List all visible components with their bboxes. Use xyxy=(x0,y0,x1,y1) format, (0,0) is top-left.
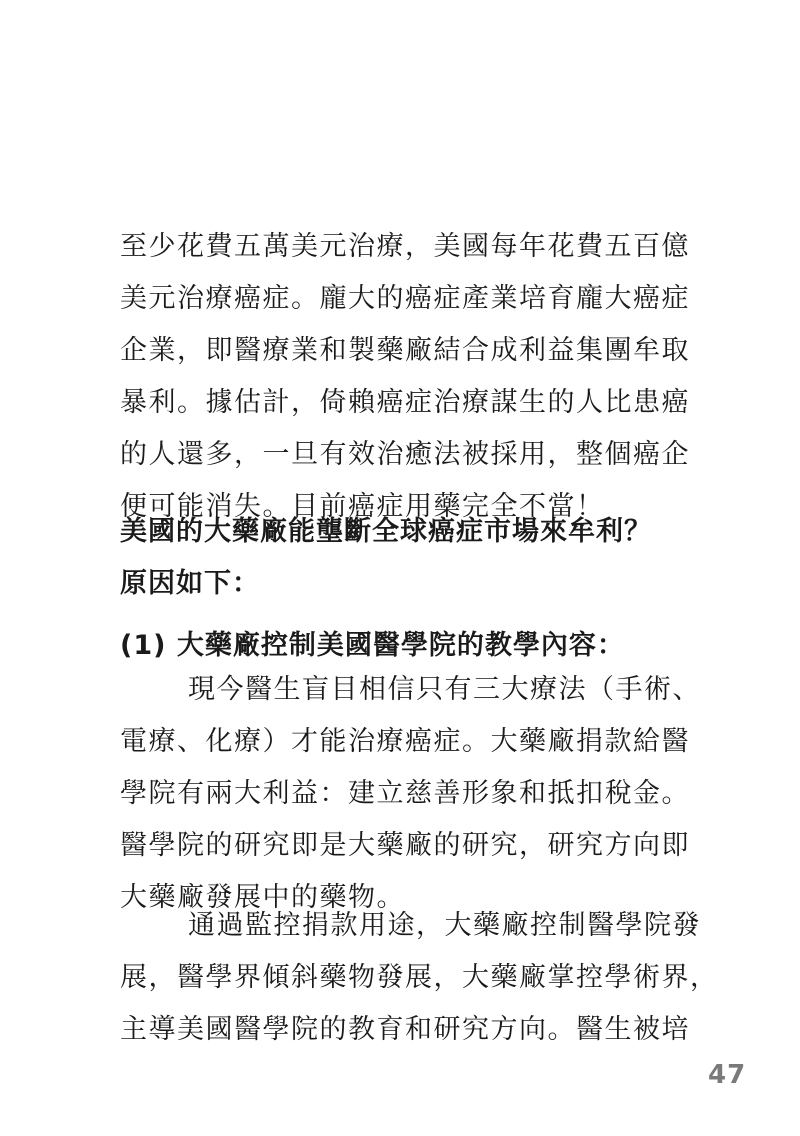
text-line: 便可能消失。目前癌症用藥完全不當！ xyxy=(120,491,605,522)
paragraph-donation-control xyxy=(120,900,719,1056)
section-heading-line: (1) 大藥廠控制美國醫學院的教學內容： xyxy=(120,630,625,661)
question-heading xyxy=(120,506,690,610)
text-line: 美元治療癌症。龐大的癌症產業培育龐大癌症 xyxy=(120,283,690,314)
page-number: 47 xyxy=(708,1060,747,1090)
text-line: 暴利。據估計，倚賴癌症治療謀生的人比患癌 xyxy=(120,387,690,418)
text-line: 現今醫生盲目相信只有三大療法（手術、 xyxy=(188,674,701,705)
text-line: 至少花費五萬美元治療，美國每年花費五百億 xyxy=(120,231,690,262)
text-line: 的人還多，一旦有效治癒法被採用，整個癌企 xyxy=(120,439,690,470)
text-line: 電療、化療）才能治療癌症。大藥廠捐款給醫 xyxy=(120,726,690,757)
text-line: 醫學院的研究即是大藥廠的研究，研究方向即 xyxy=(120,830,690,861)
text-line: 企業，即醫療業和製藥廠結合成利益集團牟取 xyxy=(120,335,690,366)
text-line: 通過監控捐款用途，大藥廠控制醫學院發 xyxy=(188,910,701,941)
text-line: 大藥廠發展中的藥物。 xyxy=(120,882,405,913)
text-line: 學院有兩大利益：建立慈善形象和抵扣稅金。 xyxy=(120,778,690,809)
text-line: 展，醫學界傾斜藥物發展，大藥廠掌控學術界， xyxy=(120,962,719,993)
text-line: 主導美國醫學院的教育和研究方向。醫生被培 xyxy=(120,1014,690,1045)
paragraph-medical-schools xyxy=(120,664,701,924)
paragraph-cancer-cost xyxy=(120,221,690,533)
heading-line: 美國的大藥廠能壟斷全球癌症市場來牟利？ xyxy=(120,516,652,547)
heading-line: 原因如下： xyxy=(120,568,260,599)
